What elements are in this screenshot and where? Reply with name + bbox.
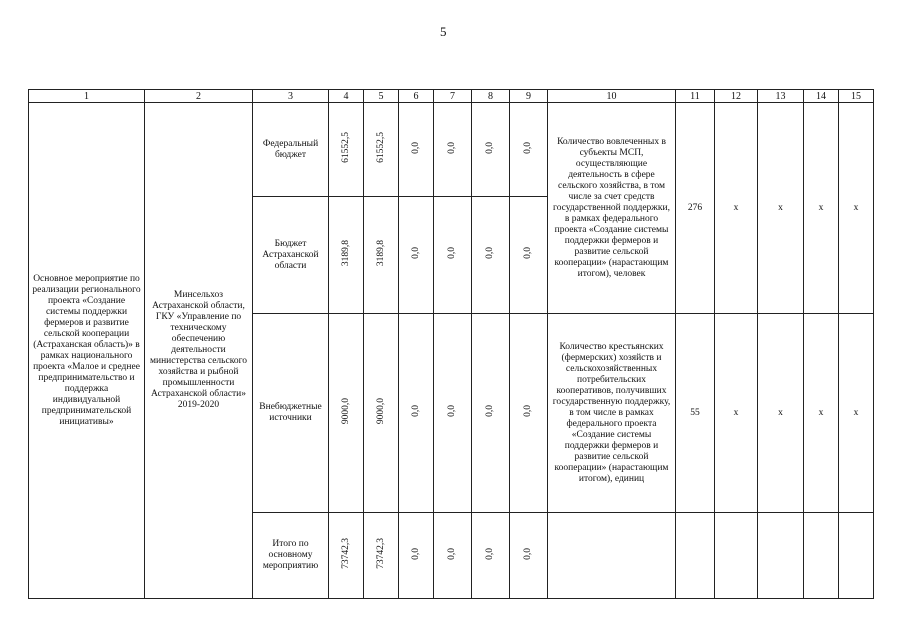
value-cell: 0,0 — [472, 513, 510, 599]
program-table — [28, 89, 874, 599]
value-cell: 73742,3 — [329, 513, 364, 599]
col-header: 1 — [29, 90, 145, 103]
value-cell: 0,0 — [510, 103, 548, 197]
col-header: 9 — [510, 90, 548, 103]
funding-source: Федеральный бюджет — [253, 103, 329, 197]
col-header: 8 — [472, 90, 510, 103]
indicator-value: 276 — [676, 103, 715, 314]
indicator-mark: x — [804, 103, 839, 314]
col-header: 5 — [364, 90, 399, 103]
value-cell: 0,0 — [399, 103, 434, 197]
funding-source: Внебюджетные источники — [253, 314, 329, 513]
col-header: 4 — [329, 90, 364, 103]
value-cell: 73742,3 — [364, 513, 399, 599]
funding-source: Итого по основному мероприятию — [253, 513, 329, 599]
indicator-mark: x — [715, 314, 758, 513]
value-cell: 9000,0 — [364, 314, 399, 513]
col-header: 3 — [253, 90, 329, 103]
empty-cell — [715, 513, 758, 599]
empty-cell — [804, 513, 839, 599]
value-cell: 0,0 — [399, 513, 434, 599]
value-cell: 0,0 — [399, 197, 434, 314]
value-cell: 61552,5 — [364, 103, 399, 197]
col-header: 11 — [676, 90, 715, 103]
empty-cell — [758, 513, 804, 599]
header-row — [29, 90, 874, 103]
value-cell: 0,0 — [434, 197, 472, 314]
empty-cell — [839, 513, 874, 599]
event-cell — [29, 103, 145, 599]
indicator-mark: x — [839, 314, 874, 513]
value-cell: 0,0 — [472, 314, 510, 513]
value-cell: 0,0 — [434, 103, 472, 197]
value-cell: 0,0 — [399, 314, 434, 513]
col-header: 12 — [715, 90, 758, 103]
value-cell: 0,0 — [472, 103, 510, 197]
executor-period: 2019-2020 — [177, 400, 220, 410]
table-row — [29, 103, 874, 197]
col-header: 14 — [804, 90, 839, 103]
empty-cell — [548, 513, 676, 599]
indicator-mark: x — [839, 103, 874, 314]
page-number: 5 — [440, 24, 447, 39]
col-header: 13 — [758, 90, 804, 103]
value-cell: 0,0 — [472, 197, 510, 314]
indicator-mark: x — [715, 103, 758, 314]
col-header: 15 — [839, 90, 874, 103]
col-header: 10 — [548, 90, 676, 103]
col-header: 6 — [399, 90, 434, 103]
indicator-text: Количество вовлеченных в субъекты МСП, осуществляющие деятельность в сфере сельского хозяйства, в том числе за счет средств государственной поддержки, в рамках федерального проекта «Создание системы поддержки фермеров и развитие сельской кооперации» (нарастающим итогом), человек — [548, 103, 676, 314]
value-cell: 9000,0 — [329, 314, 364, 513]
event-text: Основное мероприятие по реализации регионального проекта «Создание системы поддержки фермеров и развитие сельской кооперации (Астраханская область)» в рамках национального проекта «Малое и среднее предпринимательство и поддержка индивидуальной предпринимательской инициативы» — [32, 273, 141, 427]
value-cell: 0,0 — [434, 314, 472, 513]
executor-cell — [145, 103, 253, 599]
funding-source: Бюджет Астраханской области — [253, 197, 329, 314]
value-cell: 3189,8 — [329, 197, 364, 314]
value-cell: 0,0 — [510, 513, 548, 599]
col-header: 7 — [434, 90, 472, 103]
col-header: 2 — [145, 90, 253, 103]
indicator-text: Количество крестьянских (фермерских) хозяйств и сельскохозяйственных потребительских кооперативов, получивших государственную поддержку, в том числе в рамках федерального проекта «Создание системы поддержки фермеров и развитие сельской кооперации» (нарастающим итогом), единиц — [548, 314, 676, 513]
value-cell: 0,0 — [434, 513, 472, 599]
value-cell: 0,0 — [510, 314, 548, 513]
value-cell: 3189,8 — [364, 197, 399, 314]
executor-org: Минсельхоз Астраханской области, ГКУ «Управление по техническому обеспечению деятельности министерства сельского хозяйства и рыбной промышленности Астраханской области» — [149, 290, 248, 399]
empty-cell — [676, 513, 715, 599]
indicator-mark: x — [804, 314, 839, 513]
value-cell: 0,0 — [510, 197, 548, 314]
indicator-value: 55 — [676, 314, 715, 513]
indicator-mark: x — [758, 103, 804, 314]
indicator-mark: x — [758, 314, 804, 513]
value-cell: 61552,5 — [329, 103, 364, 197]
